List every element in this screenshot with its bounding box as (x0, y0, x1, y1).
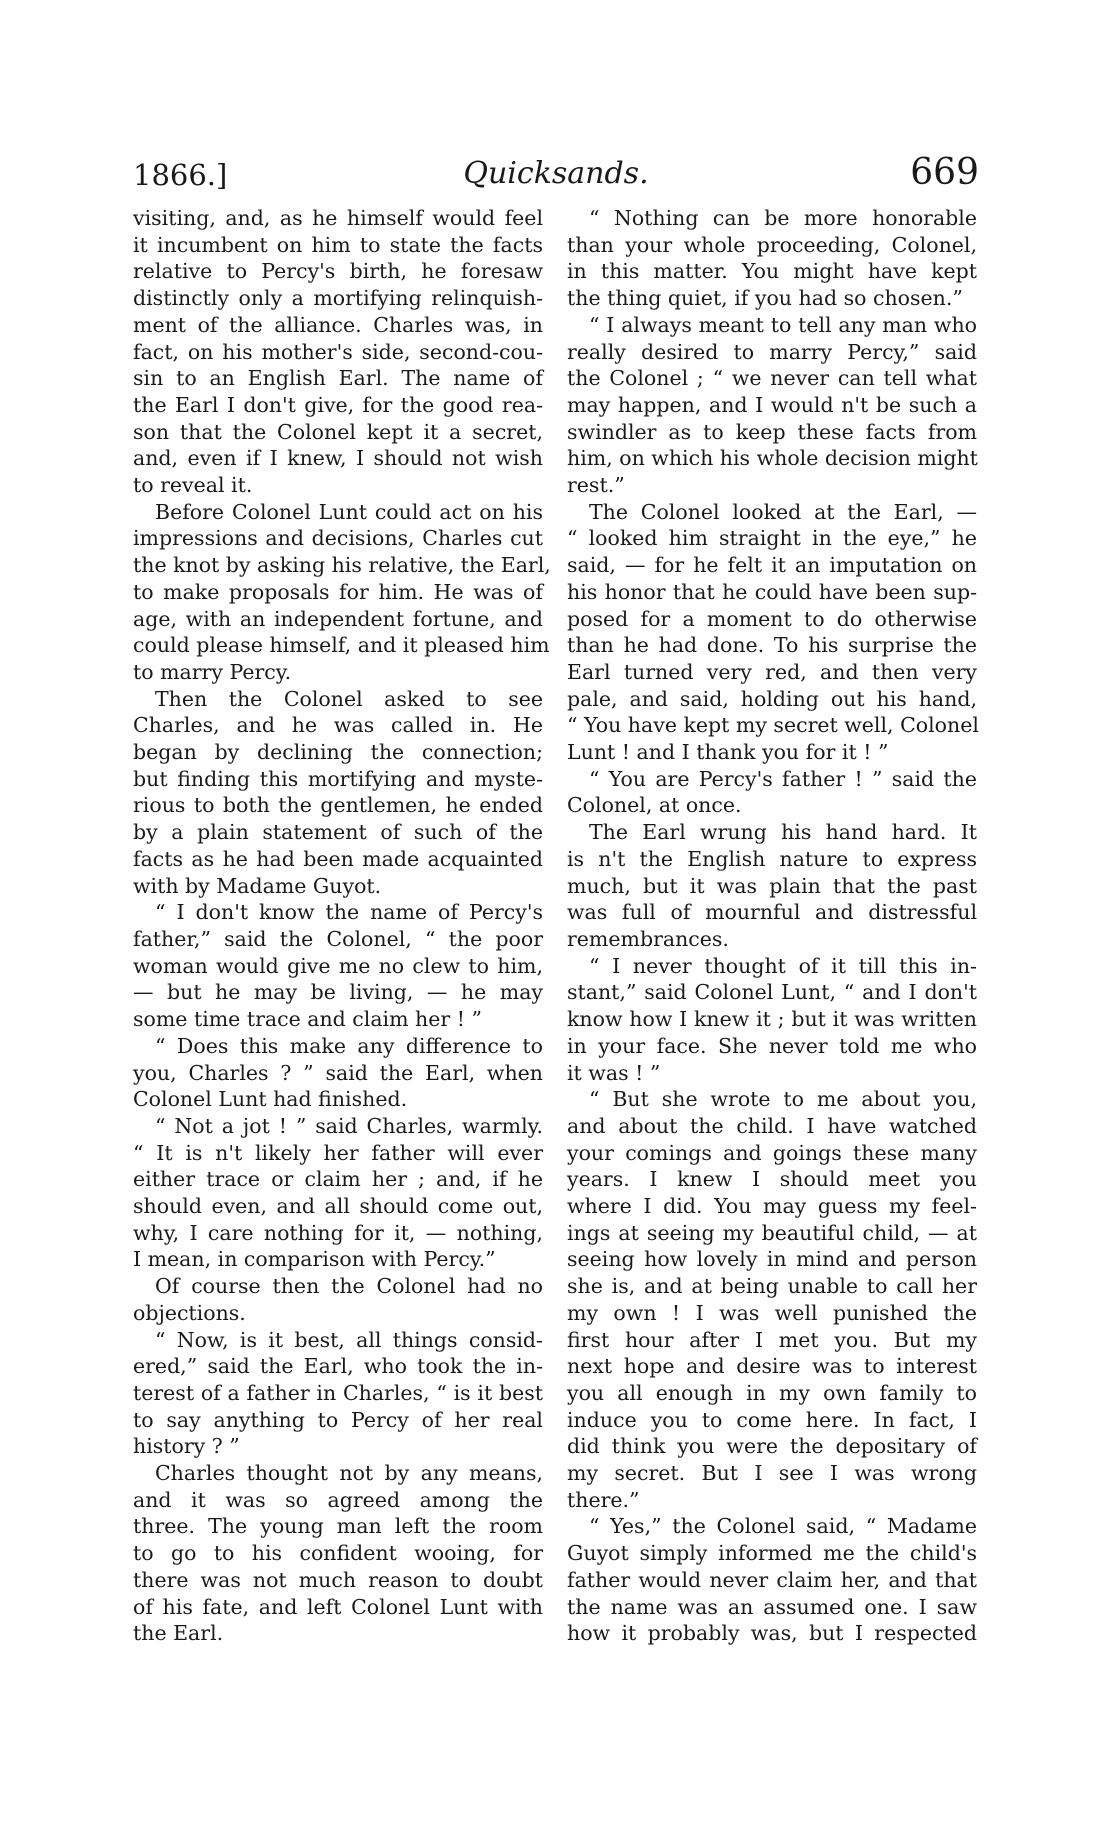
text-line: The Earl wrung his hand hard. It (589, 820, 977, 845)
text-line: Colonel Lunt had finished. (133, 1087, 408, 1112)
text-line: why, I care nothing for it, — nothing, (133, 1220, 543, 1245)
text-line: how it probably was, but I respected (567, 1621, 977, 1646)
text-line: much, but it was plain that the past (567, 873, 977, 898)
text-line: history ? ” (133, 1434, 240, 1459)
text-line: than he had done. To his surprise the (567, 633, 977, 658)
text-line: first hour after I met you. But my (567, 1327, 977, 1352)
text-line: to make proposals for him. He was of (133, 579, 543, 604)
text-line: should even, and all should come out, (133, 1194, 543, 1219)
text-line: “ It is n't likely her father will ever (133, 1140, 543, 1165)
text-line: my secret. But I see I was wrong (567, 1461, 977, 1486)
text-line: in your face. She never told me who (567, 1033, 977, 1058)
text-line: there was not much reason to doubt (133, 1567, 543, 1592)
text-line: “ Yes,” the Colonel said, “ Madame (589, 1514, 977, 1539)
text-line: Lunt ! and I thank you for it ! ” (567, 740, 889, 765)
text-line: The Colonel looked at the Earl, — (589, 499, 977, 524)
text-line: — but he may be living, — he may (133, 980, 543, 1005)
text-line: to marry Percy. (133, 659, 292, 684)
text-line: swindler as to keep these facts from (567, 419, 977, 444)
text-line: the Earl I don't give, for the good rea- (133, 392, 543, 417)
text-line: of his fate, and left Colonel Lunt with (133, 1594, 543, 1619)
text-line: “ I never thought of it till this in- (589, 953, 977, 978)
text-line: some time trace and claim her ! ” (133, 1007, 482, 1032)
text-line: Earl turned very red, and then very (567, 659, 977, 684)
text-line: rious to both the gentlemen, he ended (133, 793, 543, 818)
text-line: relative to Percy's birth, he foresaw (133, 259, 543, 284)
text-line: to reveal it. (133, 473, 253, 498)
text-line: and, even if I knew, I should not wish (133, 446, 543, 471)
text-line: “ Nothing can be more honorable (589, 206, 977, 230)
text-line: him, on which his whole decision might (567, 446, 978, 471)
text-line: the knot by asking his relative, the Earl, (133, 553, 551, 578)
text-line: Guyot simply informed me the child's (567, 1541, 977, 1566)
text-line: know how I knew it ; but it was written (567, 1007, 977, 1032)
text-line: you, Charles ? ” said the Earl, when (133, 1060, 543, 1085)
text-line: said, — for he felt it an imputation on (567, 553, 977, 578)
text-line: next hope and desire was to interest (567, 1354, 977, 1379)
text-line: three. The young man left the room (133, 1514, 543, 1539)
text-line: it incumbent on him to state the facts (133, 232, 543, 257)
right-column (567, 205, 977, 1647)
text-line: woman would give me no clew to him, (133, 953, 543, 978)
text-line: rest.” (567, 473, 625, 498)
text-line: where I did. You may guess my feel- (567, 1194, 977, 1219)
text-line: induce you to come here. In fact, I (567, 1407, 977, 1432)
header-title: Quicksands. (463, 156, 649, 191)
text-line: objections. (133, 1300, 246, 1325)
header-year: 1866.] (133, 158, 228, 192)
text-line: father would never claim her, and that (567, 1567, 977, 1592)
text-line: began by declining the connection; (133, 740, 543, 765)
text-line: “ Not a jot ! ” said Charles, warmly. (155, 1113, 543, 1138)
text-line: impressions and decisions, Charles cut (133, 526, 543, 551)
text-line: “ I don't know the name of Percy's (155, 900, 543, 925)
text-line: ment of the alliance. Charles was, in (133, 312, 543, 337)
text-line: is n't the English nature to express (567, 846, 977, 871)
text-line: I mean, in comparison with Percy.” (133, 1247, 496, 1272)
text-line: “ I always meant to tell any man who (589, 312, 977, 337)
text-line: age, with an independent fortune, and (133, 606, 543, 631)
text-line: either trace or claim her ; and, if he (133, 1167, 543, 1192)
running-header (133, 152, 979, 202)
text-line: “ But she wrote to me about you, (589, 1087, 977, 1112)
text-line: son that the Colonel kept it a secret, (133, 419, 543, 444)
text-line: sin to an English Earl. The name of (133, 366, 543, 391)
text-line: really desired to marry Percy,” said (567, 339, 977, 364)
text-line: seeing how lovely in mind and person (567, 1247, 977, 1272)
text-line: than your whole proceeding, Colonel, (567, 232, 977, 257)
text-line: my own ! I was well punished the (567, 1300, 977, 1325)
text-line: Charles thought not by any means, (155, 1461, 543, 1486)
text-line: she is, and at being unable to call her (567, 1274, 977, 1299)
text-line: pale, and said, holding out his hand, (567, 686, 977, 711)
text-line: ered,” said the Earl, who took the in- (133, 1354, 543, 1379)
text-line: you all enough in my own family to (567, 1380, 977, 1405)
text-line: “ You have kept my secret well, Colonel (567, 713, 979, 738)
text-line: “ looked him straight in the eye,” he (567, 526, 977, 551)
text-line: years. I knew I should meet you (567, 1167, 977, 1192)
text-line: “ You are Percy's father ! ” said the (589, 766, 977, 791)
text-line: fact, on his mother's side, second-cou- (133, 339, 543, 364)
text-line: there.” (567, 1487, 640, 1512)
text-line: the Colonel ; “ we never can tell what (567, 366, 977, 391)
text-line: father,” said the Colonel, “ the poor (133, 926, 543, 951)
text-line: with by Madame Guyot. (133, 873, 382, 898)
text-line: and about the child. I have watched (567, 1113, 977, 1138)
text-line: your comings and goings these many (567, 1140, 977, 1165)
text-line: the thing quiet, if you had so chosen.” (567, 286, 963, 311)
text-line: the name was an assumed one. I saw (567, 1594, 977, 1619)
text-line: distinctly only a mortifying relinquish- (133, 286, 543, 311)
left-column (133, 205, 551, 1647)
text-line: ings at seeing my beautiful child, — at (567, 1220, 977, 1245)
text-line: “ Now, is it best, all things consid- (155, 1327, 543, 1352)
text-line: Charles, and he was called in. He (133, 713, 543, 738)
text-line: stant,” said Colonel Lunt, “ and I don't (567, 980, 977, 1005)
text-line: to go to his confident wooing, for (133, 1541, 543, 1566)
text-line: posed for a moment to do otherwise (567, 606, 977, 631)
text-line: Of course then the Colonel had no (155, 1274, 543, 1299)
text-line: was full of mournful and distressful (567, 900, 977, 925)
text-line: the Earl. (133, 1621, 224, 1646)
text-line: by a plain statement of such of the (133, 820, 543, 845)
text-line: in this matter. You might have kept (567, 259, 977, 284)
text-line: to say anything to Percy of her real (133, 1407, 543, 1432)
text-line: “ Does this make any difference to (155, 1033, 543, 1058)
text-line: may happen, and I would n't be such a (567, 392, 977, 417)
text-line: facts as he had been made acquainted (133, 846, 543, 871)
text-line: Colonel, at once. (567, 793, 742, 818)
text-line: it was ! ” (567, 1060, 661, 1085)
text-line: Then the Colonel asked to see (155, 686, 543, 711)
text-line: Before Colonel Lunt could act on his (155, 499, 543, 524)
text-line: did think you were the depositary of (567, 1434, 977, 1459)
text-line: his honor that he could have been sup- (567, 579, 977, 604)
text-line: remembrances. (567, 926, 729, 951)
page-number: 669 (910, 152, 979, 193)
text-line: but finding this mortifying and myste- (133, 766, 543, 791)
text-line: could please himself, and it pleased him (133, 633, 550, 658)
text-line: terest of a father in Charles, “ is it best (133, 1380, 543, 1405)
text-line: visiting, and, as he himself would feel (133, 206, 543, 230)
text-line: and it was so agreed among the (133, 1487, 543, 1512)
